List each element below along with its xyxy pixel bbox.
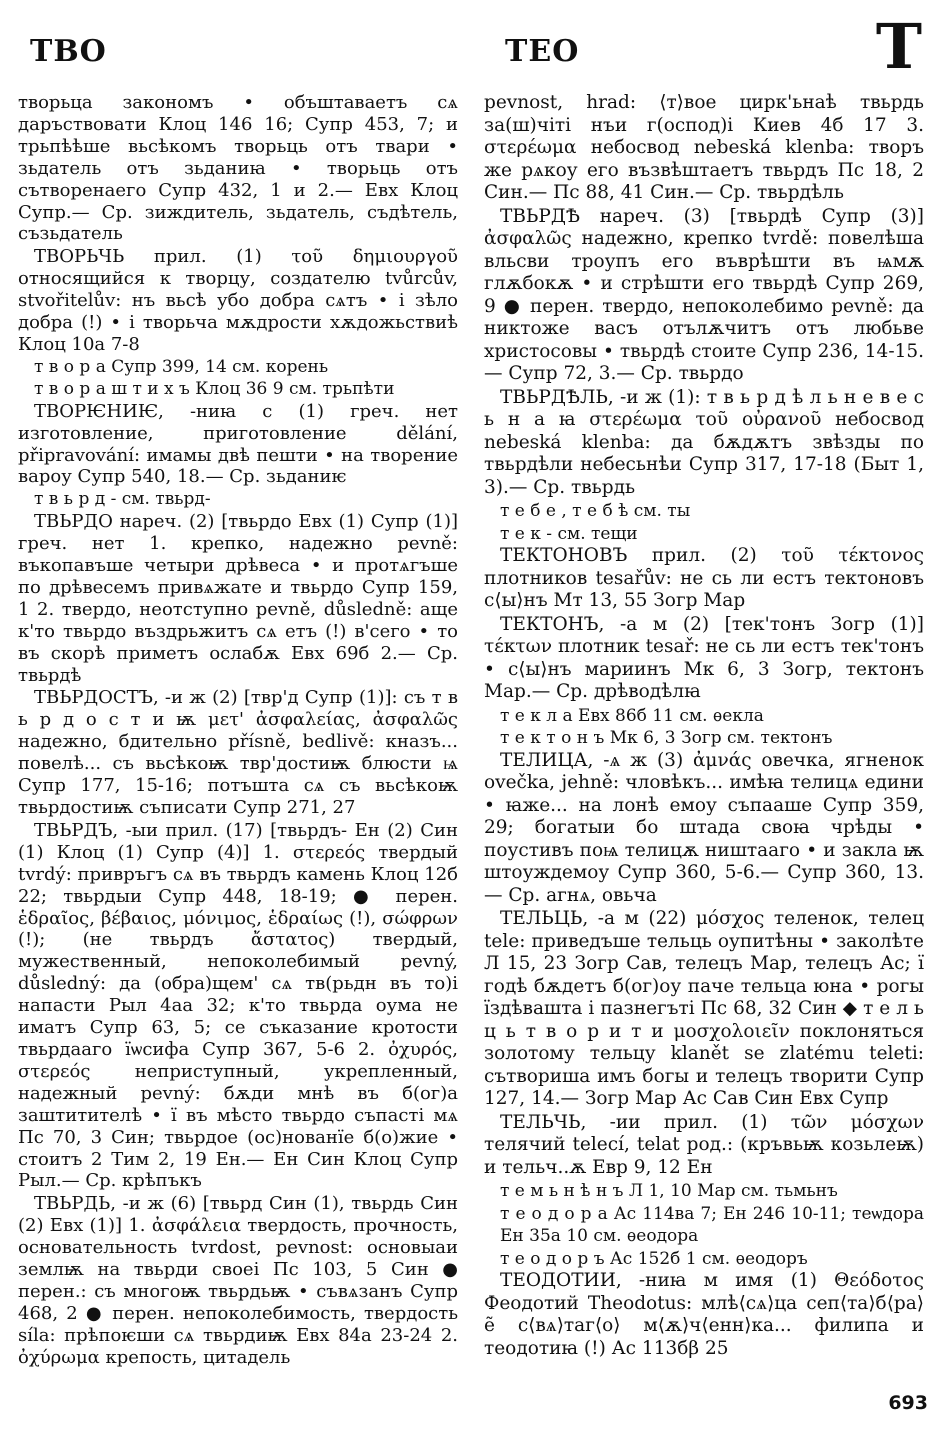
dictionary-entry: ТЕОДОТИИ, -ниꙗ м имя (1) Θεόδοτος Феодотий Theodotus: млѣ⟨сѧ⟩ца сеп⟨та⟩б⟨ра⟩ е̃ с⟨вѧ⟩таг⟨о⟩ м⟨ѫ⟩ч⟨енн⟩ка... филипа и теодотиꙗ (!) Ас 113бβ 25 bbox=[484, 1270, 924, 1359]
cross-reference: т в ь р д - см. твьрд- bbox=[34, 489, 211, 510]
center-running-headword: ТЕО bbox=[505, 34, 580, 69]
dictionary-entry: ТВЬРДѢ нареч. (3) [твьрдѣ Супр (3)] ἀσφαλῶς надежно, крепко tvrdě: повелѣша вльсви троупъ его въврѣшти въ ѩмѫ глѫбокѫ • и стрѣшти его твьрдѣ Супр 269, 9 ● перен. твердо, непоколебимо pevně: да никтоже васъ отълѫчитъ отъ любьве христосовы • твьрдѣ стоите Супр 236, 14-15.— Супр 72, 3.— Ср. твьрдо bbox=[484, 205, 924, 384]
dictionary-entry: ТЕЛИЦА, -ѧ ж (3) ἀμνάς овечка, ягненок ovečka, jehně: чловѣкъ... имѣꙗ телицѧ едини • ꙗже... на лонѣ емоу съпааше Супр 359, 29; богатыи бо штада своꙗ чрѣды • поустивъ поѩ телицѫ ништааго • и закла ѭ штоуждемоу Супр 360, 5-6.— Супр 360, 13.— Ср. агнѧ, овьча bbox=[484, 749, 924, 906]
dictionary-entry: ТВЬРДЪ, -ыи прил. (17) [твьрдъ- Ен (2) Син (1) Клоц (1) Супр (4)] 1. στερεός твердый tvrdý: привръгъ сѧ въ твьрдъ камень Клоц 12б 22; твьрдыи Супр 448, 18-19; ● перен. ἑδραῖος, βέβαιος, μόνιμος, ἑδραίως (!), σώφρων (!); (не твьрдъ ἄστατος) твердый, мужественный, непоколебимый pevný, důsledný: да (обра)щем' сѧ тв(рьдн въ то)і напасти Рыл 4аа 32; к'то твьрда оума не иматъ Супр 63, 5; се съказание кротости твьрдааго їѡсифа Супр 367, 5-6 2. ὀχυρός, στερεός неприступный, укрепленный, надежный pevný: бѫди мнѣ въ б(ог)а заштитителѣ • ї въ мѣсто твьрдо съпасті мѧ Пс 70, 3 Син; твьрдое (ос)нованїе б(о)жие • стоитъ 2 Тим 2, 19 Ен.— Ен Син Клоц Супр Рыл.— Ср. крѣпъкъ bbox=[18, 819, 458, 1192]
dictionary-entry: ТВОРѤНИѤ, -ниꙗ с (1) греч. нет изготовление, приготовление dělání, připravování: имамы двѣ пешти • на творение вароу Супр 540, 18.— Ср. зьданиѥ bbox=[18, 400, 458, 488]
running-header bbox=[0, 0, 950, 83]
dictionary-entry: ТВОРЬЧЬ прил. (1) τοῦ δημιουργοῦ относящийся к творцу, создателю tvůrcův, stvořitelův: нъ вьсѣ убо добра сѧтъ • і зѣло добра (!) • і творьча мѫдрости хѫдожьствиѣ Клоц 10а 7-8 bbox=[18, 246, 458, 355]
section-letter: Т bbox=[875, 10, 922, 83]
dictionary-entry: ТВЬРДѢЛЬ, -и ж (1): т в ь р д ѣ л ь н е в е с ь н а ꙗ στερέωμα τοῦ οὐρανοῦ небосвод nebeská klenba: да бѫдѫтъ звѣзды по твьрдѣли небесьнѣи Супр 317, 17-18 (Быт 1, 3).— Ср. твьрдь bbox=[484, 386, 924, 498]
dictionary-entry: ТВЬРДО нареч. (2) [твьрдо Евх (1) Супр (1)] греч. нет 1. крепко, надежно pevně: въкопавъше четыри дрѣвеса • и протѧгъше по дрѣвесемъ привѧжате и твьрдо Супр 159, 1 2. твердо, неотступно pevně, důsledně: аще к'то твьрдо въздрьжитъ сѧ етъ (!) в'сего • то въ скорѣ приметъ ослабѫ Евх 69б 2.— Ср. твьрдѣ bbox=[18, 511, 458, 686]
dictionary-entry: ТЕЛЬЧЬ, -ии прил. (1) τῶν μόσχων телячий telecí, telat род.: (кръвьѭ козьлеѭ) и тельч..ѫ Евр 9, 12 Ен bbox=[484, 1111, 924, 1178]
left-column bbox=[18, 92, 458, 1370]
dictionary-entry: ТВЬРДЬ, -и ж (6) [твьрд Син (1), твьрдь Син (2) Евх (1)] 1. ἀσφάλεια твердость, прочность, основательность tvrdost, pevnost: основыаи землѭ на твьрди своеі Пс 103, 5 Син ● перен.: съ многоѭ твьрдьѭ • съвѧзанъ Супр 468, 2 ● перен. непоколебимость, твердость síla: прѣпоѥши сѧ твьрдиѭ Евх 84а 23-24 2. ὀχύρωμα крепость, цитадель bbox=[18, 1193, 458, 1368]
dictionary-entry: ТЕКТОНЪ, -а м (2) [тек'тонъ Зогр (1)] τέκτων плотник tesař: не сь ли естъ тек'тонъ • с⟨ы⟩нъ мариинъ Мк 6, 3 Зогр, тектонъ Мар.— Ср. дрѣводѣлꙗ bbox=[484, 613, 924, 702]
left-running-headword: ТВО bbox=[30, 34, 107, 69]
entry-continuation: pevnost, hrad: ⟨т⟩вое цирк'ьнаѣ твьрдь за(ш)чіті нъи г(оспод)і Киев 4б 17 3. στερέωμα небосвод nebeská klenba: творъ же рѧкоу его възвѣштаетъ твьрдъ Пс 18, 2 Син.— Пс 88, 41 Син.— Ср. твьрдѣль bbox=[484, 92, 924, 203]
cross-reference: т е к л а Евх 86б 11 см. ѳекла bbox=[500, 705, 764, 726]
cross-reference: т в о р а ш т и х ъ Клоц 36 9 см. трьпѣти bbox=[34, 378, 395, 399]
cross-reference: т е о д о р ъ Ас 152б 1 см. ѳеодоръ bbox=[500, 1248, 808, 1269]
cross-reference: т е б е , т е б ѣ см. ты bbox=[500, 501, 691, 521]
dictionary-entry: ТЕКТОНОВЪ прил. (2) τοῦ τέκτονος плотников tesařův: не сь ли естъ тектоновъ с⟨ы⟩нъ Мт 13, 55 Зогр Мар bbox=[484, 545, 924, 611]
cross-reference: т в о р а Супр 399, 14 см. корень bbox=[34, 356, 329, 377]
cross-reference: т е м ь н ѣ н ъ Л 1, 10 Мар см. тьмьнъ bbox=[500, 1181, 838, 1201]
dictionary-entry: ТЕЛЬЦЬ, -а м (22) μόσχος теленок, телец tele: приведъше тельць оупитѣны • заколѣте Л 15, 23 Зогр Сав, телецъ Мар, телецъ Ас; ї годѣ бѫдетъ б(ог)оу паче тельца юна • рогы їздѣвашта і пазнегъті Пс 68, 32 Син ◆ т е л ь ц ь т в о р и т и μοσχολοιεῖν поклоняться золотому тельцу klanět se zlatému teleti: сътвориша имъ богы и телецъ творити Супр 127, 14.— Зогр Мар Ас Сав Син Евх Супр bbox=[484, 908, 924, 1109]
cross-reference: т е к - см. тещи bbox=[500, 523, 638, 544]
right-column bbox=[484, 92, 924, 1361]
cross-reference: т е о д о р а Ас 114ва 7; Ен 246 10-11; теѡдора Ен 35а 10 см. ѳеодора bbox=[500, 1203, 924, 1246]
dictionary-entry: ТВЬРДОСТЪ, -и ж (2) [твр'д Супр (1)]: съ т в ь р д о с т и ѭ μετ' ἀσφαλείας, ἀσφαλῶς надежно, бдительно přísně, bedlivě: кназъ... повелѣ... съ вьсѣкоѭ твр'достиѭ блюсти ѩ Супр 177, 15-16; потъшта сѧ съ вьсѣкоѭ твьрдостиѭ съписати Супр 271, 27 bbox=[18, 687, 458, 818]
page-number: 693 bbox=[888, 1392, 928, 1414]
cross-reference: т е к т о н ъ Мк 6, 3 Зогр см. тектонъ bbox=[500, 728, 833, 748]
entry-continuation: творьца закономъ • объштаваетъ сѧ даръствовати Клоц 146 16; Супр 453, 7; и трьпѣѣше вьсѣкомъ творьць отъ твари • зьдатель отъ зьданиꙗ • творьць отъ сътворенаего Супр 432, 1 и 2.— Евх Клоц Супр.— Ср. зиждитель, зьдатель, съдѣтель, съзьдатель bbox=[18, 92, 458, 245]
